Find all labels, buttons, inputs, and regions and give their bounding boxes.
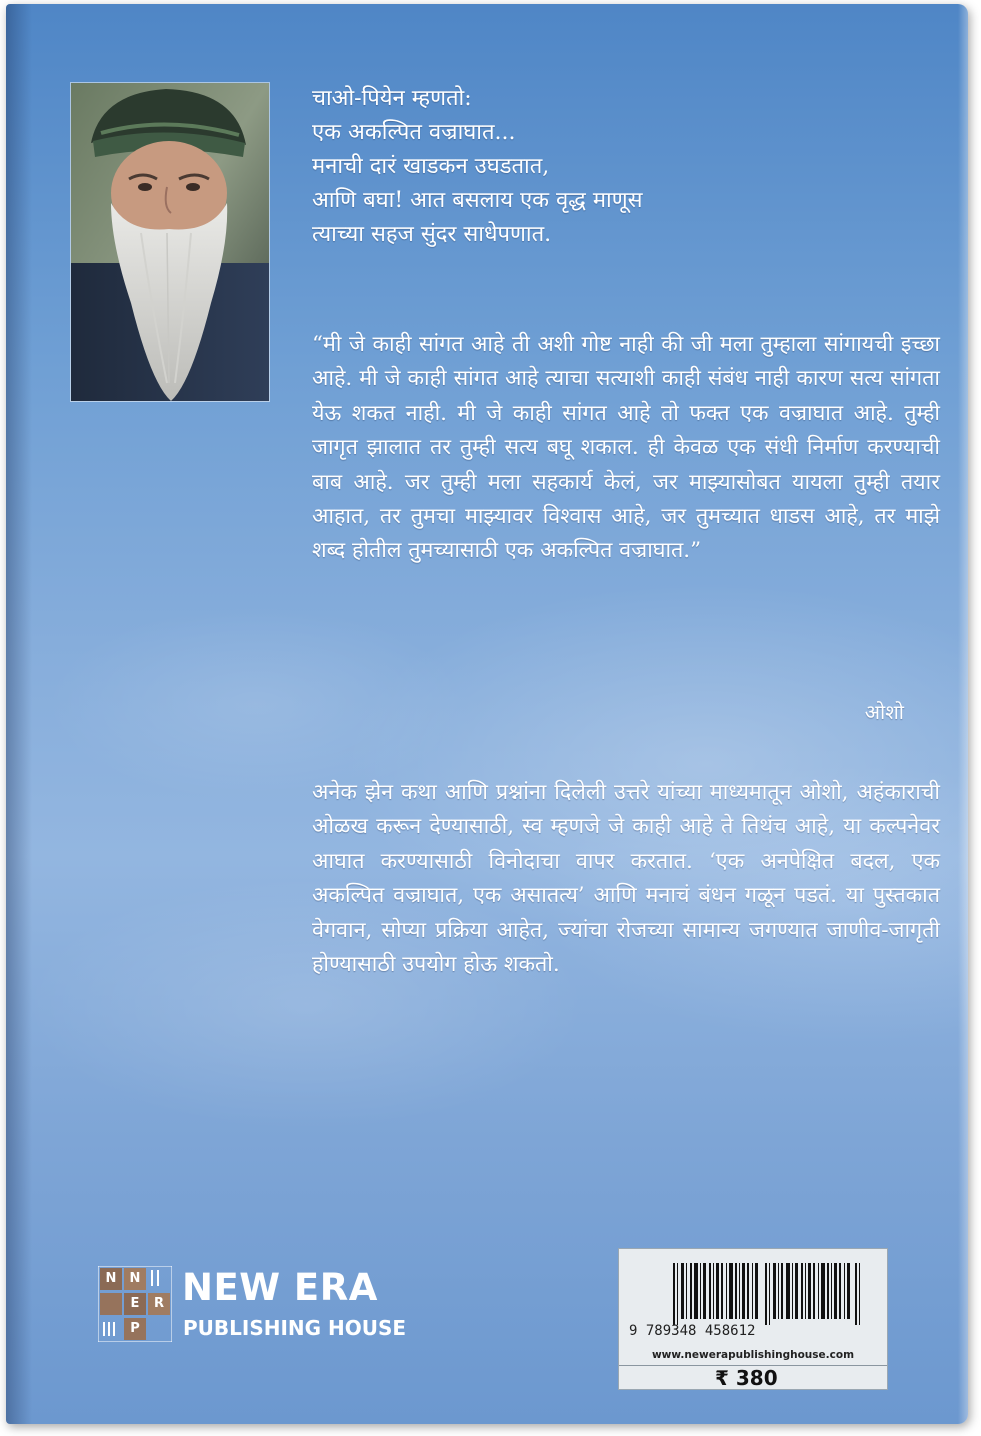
spine-shadow xyxy=(6,4,32,1424)
logo-letter: N xyxy=(129,1271,141,1286)
poem-line: चाओ-पियेन म्हणतो: xyxy=(312,86,472,111)
page-edge-highlight xyxy=(958,4,968,1424)
isbn-number: 9 789348 458612 xyxy=(629,1323,756,1339)
publisher-subtitle: PUBLISHING HOUSE xyxy=(183,1316,407,1340)
poem-line: एक अकल्पित वज्राघात... xyxy=(312,120,516,145)
quote-author: ओशो xyxy=(864,700,904,724)
book-back-cover xyxy=(6,4,968,1424)
book-price: ₹ 380 xyxy=(715,1366,778,1390)
author-photo xyxy=(70,82,270,402)
poem-line: मनाची दारं खाडकन उघडतात, xyxy=(312,154,550,179)
barcode-label xyxy=(618,1248,888,1390)
logo-letter: N xyxy=(105,1271,117,1286)
logo-letter: R xyxy=(153,1296,164,1311)
poem-line: त्याच्या सहज सुंदर साधेपणात. xyxy=(312,222,552,247)
publisher-website: www.newerapublishinghouse.com xyxy=(651,1349,855,1361)
poem xyxy=(312,82,932,252)
poem-line: आणि बघा! आत बसलाय एक वृद्ध माणूस xyxy=(312,188,643,213)
logo-letter: E xyxy=(130,1296,140,1311)
logo-letter: P xyxy=(130,1321,140,1336)
barcode-icon xyxy=(673,1263,865,1325)
publisher-logo xyxy=(98,1266,438,1346)
publisher-name: NEW ERA xyxy=(182,1266,378,1309)
book-description: अनेक झेन कथा आणि प्रश्नांना दिलेली उत्तरे यांच्या माध्यमातून ओशो, अहंकाराची ओळख करून देण्यासाठी, स्व म्हणजे जे काही आहे ते तिथंच आहे, या कल्पनेवर आघात करण्यासाठी विनोदाचा वापर करतात. ‘एक अनपेक्षित बदल, एक अकल्पित वज्राघात, एक असातत्य’ आणि मनाचं बंधन गळून पडतं. या पुस्तकात वेगवान, सोप्या प्रक्रिया आहेत, ज्यांचा रोजच्या सामान्य जगण्यात जाणीव-जागृती होण्यासाठी उपयोग होऊ शकतो. xyxy=(312,780,940,978)
publisher-logo-mark xyxy=(98,1266,172,1342)
author-quote: “मी जे काही सांगत आहे ती अशी गोष्ट नाही की जी मला तुम्हाला सांगायची इच्छा आहे. मी जे काही सांगत आहे त्याचा सत्याशी काही संबंध नाही कारण सत्य सांगता येऊ शकत नाही. मी जे काही सांगत आहे तो फक्त एक वज्राघात आहे. तुम्ही जागृत झालात तर तुम्ही सत्य बघू शकाल. ही केवळ एक संधी निर्माण करण्याची बाब आहे. जर तुम्ही मला सहकार्य केलं, जर माझ्यासोबत यायला तुम्ही तयार आहात, तर तुमचा माझ्यावर विश्वास आहे, जर तुमच्यात धाडस आहे, तर माझे शब्द होतील तुमच्यासाठी एक अकल्पित वज्राघात.” xyxy=(312,332,940,564)
